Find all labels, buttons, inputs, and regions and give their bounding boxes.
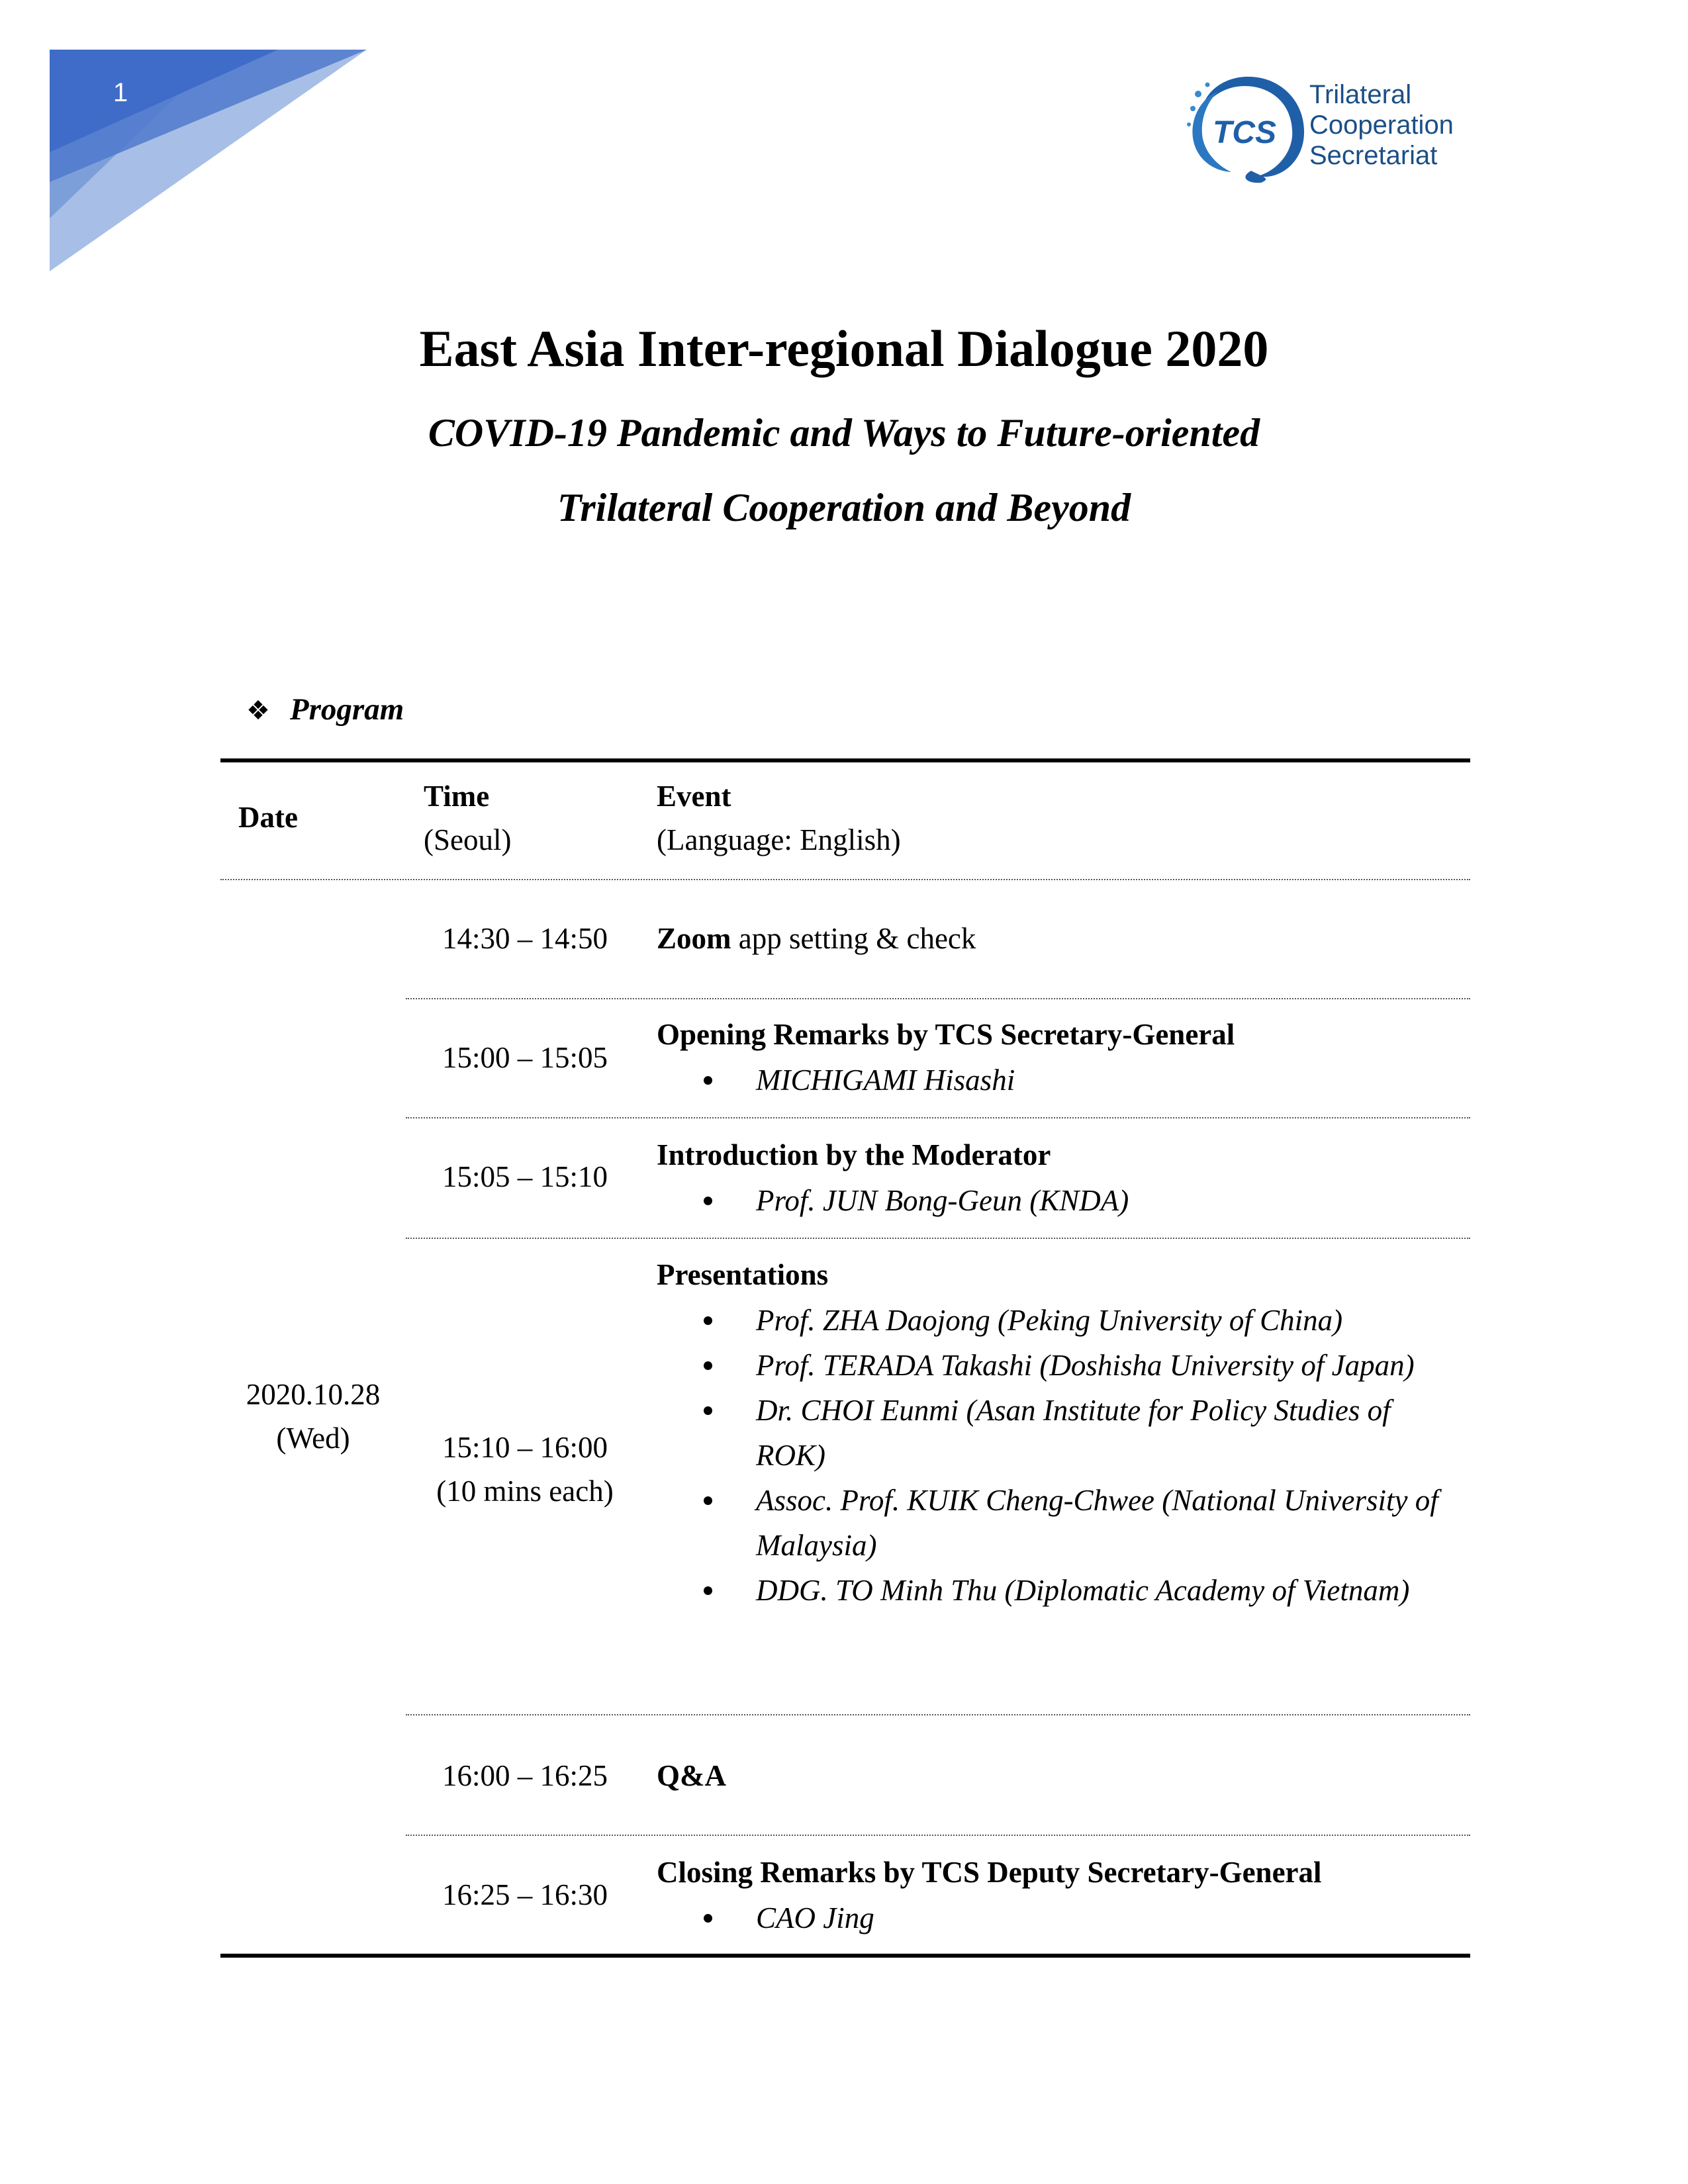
list-item: Dr. CHOI Eunmi (Asan Institute for Policy Studies of ROK) [662,1388,1463,1478]
list-item: CAO Jing [662,1895,1463,1940]
table-bottom-rule [220,1954,1470,1958]
list-item: MICHIGAMI Hisashi [662,1058,1463,1103]
row-separator [406,1714,1470,1715]
header-event-sub: (Language: English) [657,823,901,856]
logo-line-2: Cooperation [1309,111,1454,140]
header-time: Time [424,780,490,813]
list-item: DDG. TO Minh Thu (Diplomatic Academy of Vietnam) [662,1568,1463,1613]
subtitle-line-1: COVID-19 Pandemic and Ways to Future-oriented [428,411,1260,455]
subtitle-line-2: Trilateral Cooperation and Beyond [557,486,1131,529]
tcs-logo [1178,71,1483,184]
row-time: 14:30 – 14:50 [442,922,608,955]
row-event: Introduction by the Moderator [657,1138,1051,1171]
corner-decoration [0,0,397,278]
row-event: Presentations [657,1258,829,1291]
list-item: Prof. ZHA Daojong (Peking University of China) [662,1298,1463,1343]
row-event: Zoom app setting & check [657,922,976,955]
row-time: 15:00 – 15:05 [442,1041,608,1074]
row-event: Closing Remarks by TCS Deputy Secretary-General [657,1856,1322,1889]
tcs-globe-icon [1178,71,1311,184]
speaker-list [662,1895,1463,1940]
row-time: 15:10 – 16:00 [442,1431,608,1464]
logo-line-3: Secretariat [1309,141,1438,170]
row-event: Opening Remarks by TCS Secretary-General [657,1018,1235,1051]
speaker-list [662,1058,1463,1103]
list-item: Prof. JUN Bong-Geun (KNDA) [662,1178,1463,1223]
row-separator [406,1238,1470,1239]
row-separator [406,1835,1470,1836]
row-event: Q&A [657,1759,726,1792]
date-cell: 2020.10.28 [246,1378,381,1411]
page-number: 1 [113,78,128,107]
row-time: 16:25 – 16:30 [442,1878,608,1911]
header-separator [220,879,1470,880]
document-title: East Asia Inter-regional Dialogue 2020 [419,320,1269,377]
header-date: Date [238,801,298,834]
speaker-list [662,1298,1463,1613]
speaker-list [662,1178,1463,1223]
row-time: 16:00 – 16:25 [442,1759,608,1792]
table-top-rule [220,758,1470,762]
list-item: Prof. TERADA Takashi (Doshisha University of Japan) [662,1343,1463,1388]
logo-line-1: Trilateral [1309,80,1412,109]
row-separator [406,998,1470,999]
section-label: Program [289,692,404,727]
list-item: Assoc. Prof. KUIK Cheng-Chwee (National University of Malaysia) [662,1478,1463,1568]
diamond-bullet-icon: ❖ [246,696,270,726]
header-time-sub: (Seoul) [424,823,512,856]
row-time-note: (10 mins each) [436,1475,614,1508]
row-time: 15:05 – 15:10 [442,1160,608,1193]
header-event: Event [657,780,731,813]
svg-text:TCS: TCS [1213,115,1276,150]
row-separator [406,1117,1470,1118]
section-heading [246,692,404,727]
day-cell: (Wed) [276,1422,350,1455]
